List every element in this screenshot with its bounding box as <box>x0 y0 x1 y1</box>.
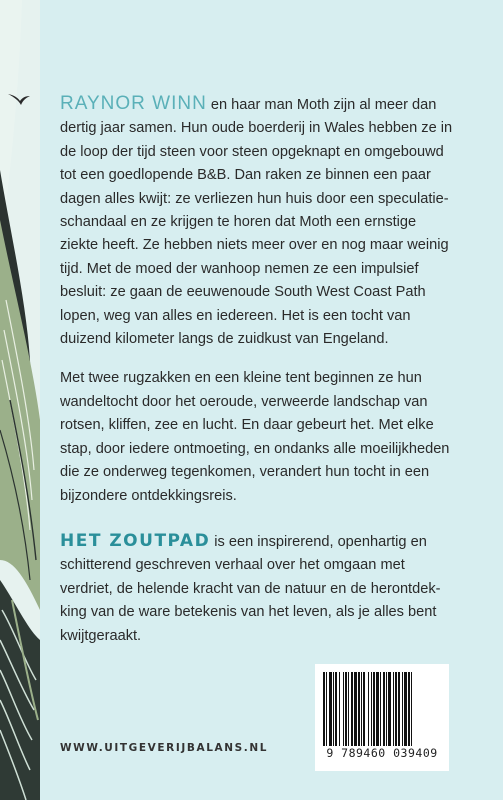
author-name: RAYNOR WINN <box>60 93 207 114</box>
swallow-bird-icon <box>8 92 30 111</box>
barcode <box>315 664 449 771</box>
publisher-website: WWW.UITGEVERIJBALANS.NL <box>60 742 269 754</box>
blurb-paragraph-1 <box>60 92 455 351</box>
blurb-paragraph-3 <box>60 530 455 648</box>
paragraph-3-text: is een inspirerend, openhartig en schitterend geschreven verhaal over het omgaan met verdriet, de helende kracht van de natuur en de herontdekking van de ware betekenis van het leven, als je alles bent kwijtgeraakt. <box>60 533 441 644</box>
isbn-number: 9 789460 039409 <box>326 746 438 760</box>
paragraph-1-text: en haar man Moth zijn al meer dan dertig jaar samen. Hun oude boerderij in Wales hebben ze in de loop der tijd steen voor steen opgeknapt en omgebouwd tot een goedlopende B&B. Dan raken ze binnen een paar dagen alles kwijt: ze verliezen hun huis door een speculatieschandaal en ze krijgen te horen dat Moth een ernstige ziekte heeft. Ze hebben niets meer over en nog maar weinig tijd. Met de moed der wanhoop nemen ze een impulsief besluit: ze gaan de eeuwenoude South West Coast Path lopen, weg van alles en iedereen. Het is een tocht van duizend kilometer langs de zuidkust van Engeland. <box>60 97 453 348</box>
spine-illustration <box>0 0 40 800</box>
blurb-paragraph-2: Met twee rugzakken en een kleine tent beginnen ze hun wandeltocht door het oeroude, verweerde landschap van rotsen, kliffen, zee en lucht. En daar gebeurt het. Met elke stap, door iedere ontmoeting, en ondanks alle moeilijkheden die ze onderweg tegenkomen, verandert hun tocht in een bijzondere ontdekkingsreis. <box>60 370 450 504</box>
blurb-text <box>60 92 455 648</box>
barcode-bars <box>323 672 441 746</box>
book-title: HET ZOUTPAD <box>60 530 211 551</box>
